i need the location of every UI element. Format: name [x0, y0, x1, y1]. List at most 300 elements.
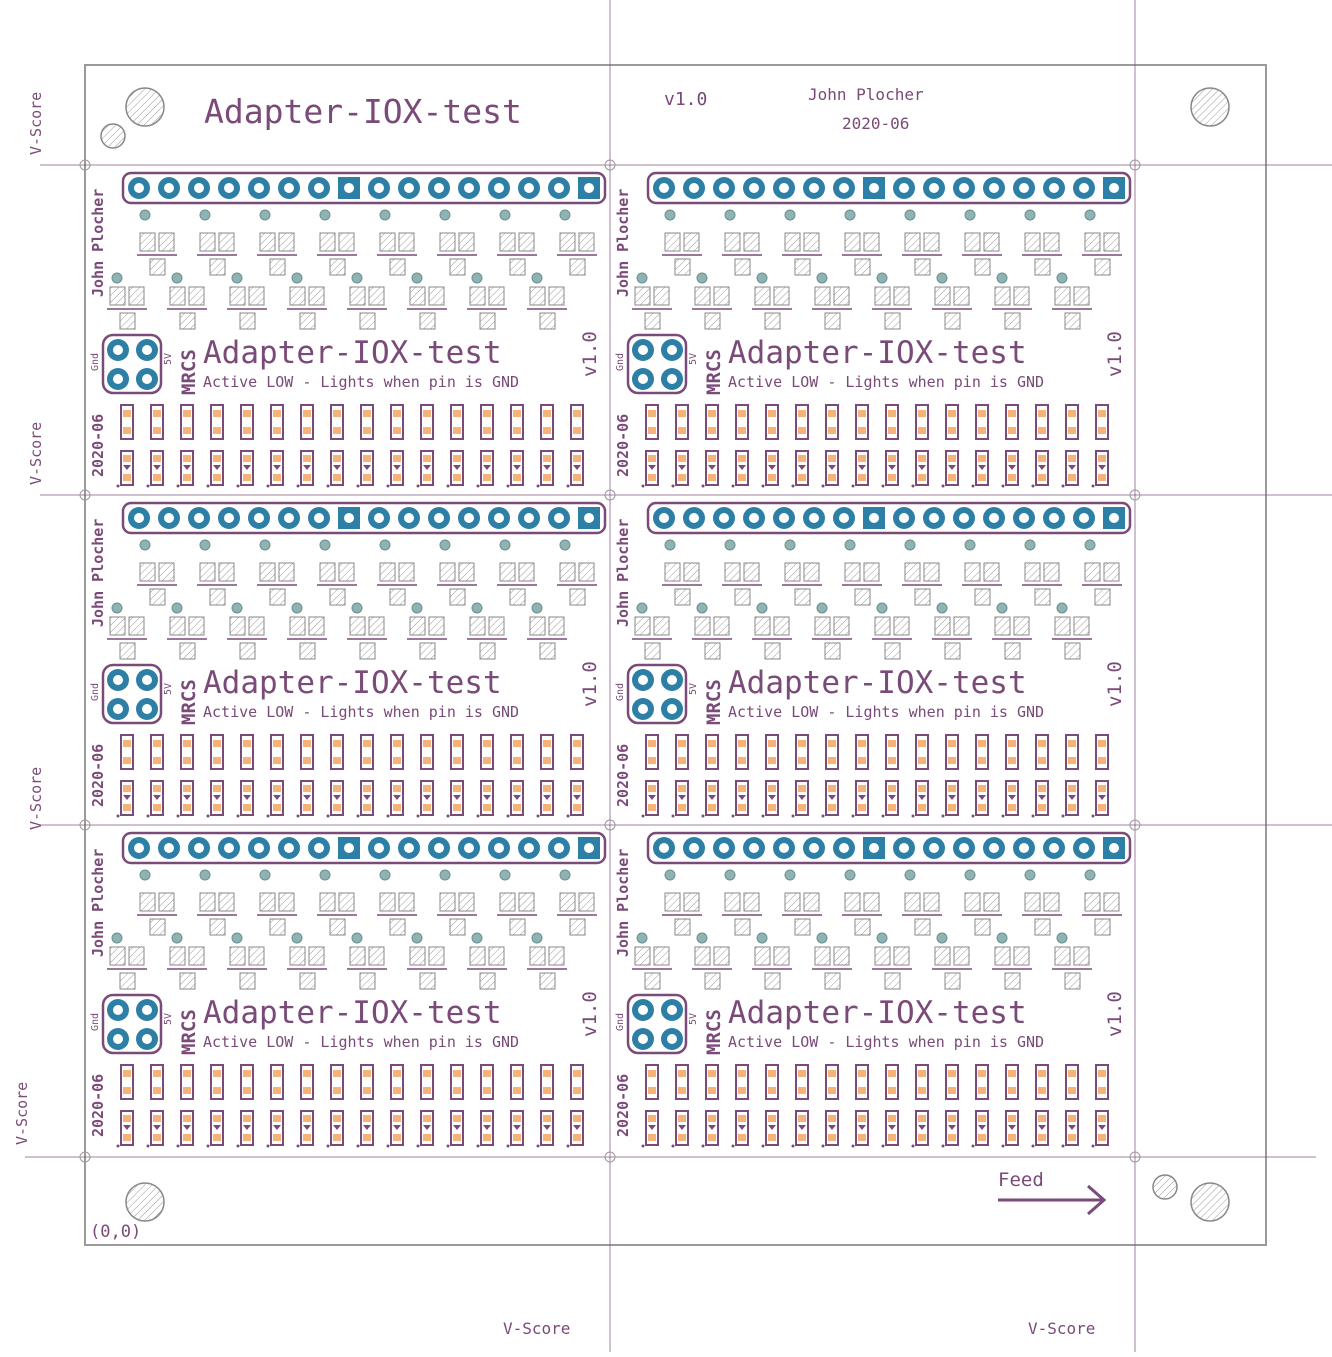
led-polarity-mark	[948, 795, 956, 800]
board-subtitle: Active LOW - Lights when pin is GND	[728, 703, 1045, 721]
smd-land	[815, 287, 830, 305]
header-pin-drill	[284, 843, 294, 853]
power-pin-drill	[113, 1005, 123, 1015]
board-date: 2020-06	[614, 413, 632, 477]
resistor-pad	[483, 740, 491, 747]
led-polarity-mark	[798, 1125, 806, 1130]
resistor-pad	[393, 410, 401, 417]
smd-land	[140, 233, 155, 251]
resistor-pad	[1038, 740, 1046, 747]
led-pad	[1008, 474, 1016, 481]
smd-land	[530, 947, 545, 965]
resistor-pad	[948, 757, 956, 764]
smd-land	[915, 259, 930, 275]
smd-land	[369, 617, 384, 635]
led-pad	[1068, 804, 1076, 811]
led-polarity-mark	[648, 795, 656, 800]
led-polarity-mark	[453, 795, 461, 800]
led-pad	[1068, 1134, 1076, 1141]
smd-land	[360, 973, 375, 989]
smd-land	[399, 893, 414, 911]
pin1-dot	[942, 485, 945, 488]
smd-land	[995, 287, 1010, 305]
tooling-holes	[101, 88, 1229, 1221]
header-pin-drill	[719, 183, 729, 193]
resistor-pad	[153, 740, 161, 747]
led-pad	[513, 1115, 521, 1122]
header-pin-drill	[464, 843, 474, 853]
resistor-pad	[1098, 1070, 1106, 1077]
tooling-hole	[1191, 88, 1229, 126]
smd-land	[300, 973, 315, 989]
header-pin-drill	[224, 513, 234, 523]
smd-land	[320, 893, 335, 911]
via	[1057, 603, 1067, 613]
smd-land	[500, 893, 515, 911]
resistor-pad	[333, 410, 341, 417]
led-pad	[363, 455, 371, 462]
board-r2c2	[605, 490, 1130, 818]
header-pin-drill	[584, 513, 594, 523]
resistor-pad	[423, 757, 431, 764]
led-pad	[858, 474, 866, 481]
smd-land	[1014, 947, 1029, 965]
smd-land	[744, 233, 759, 251]
header-pin-drill	[1019, 843, 1029, 853]
resistor-pad	[918, 410, 926, 417]
smd-land	[684, 563, 699, 581]
via	[440, 870, 450, 880]
pin1-dot	[852, 815, 855, 818]
led-pad	[273, 455, 281, 462]
smd-land	[995, 617, 1010, 635]
smd-land	[825, 313, 840, 329]
led-pad	[708, 1134, 716, 1141]
mrcs-logo: MRCS	[178, 1009, 200, 1055]
resistor-pad	[738, 740, 746, 747]
header-pin-drill	[929, 843, 939, 853]
pin1-dot	[972, 815, 975, 818]
via	[352, 273, 362, 283]
pin1-dot	[357, 1145, 360, 1148]
led-pad	[798, 474, 806, 481]
smd-land	[549, 617, 564, 635]
led-polarity-mark	[393, 465, 401, 470]
smd-land	[390, 259, 405, 275]
pin1-dot	[942, 815, 945, 818]
smd-land	[785, 233, 800, 251]
via	[500, 870, 510, 880]
smd-land	[1104, 233, 1119, 251]
smd-land	[429, 617, 444, 635]
smd-land	[500, 233, 515, 251]
led-pad	[303, 785, 311, 792]
led-polarity-mark	[513, 1125, 521, 1130]
led-polarity-mark	[333, 465, 341, 470]
led-polarity-mark	[1038, 465, 1046, 470]
led-pad	[708, 1115, 716, 1122]
pin1-dot	[537, 485, 540, 488]
smd-land	[420, 643, 435, 659]
smd-land	[440, 893, 455, 911]
resistor-pad	[648, 740, 656, 747]
led-pad	[858, 1115, 866, 1122]
header-pin-drill	[194, 183, 204, 193]
board-subtitle: Active LOW - Lights when pin is GND	[203, 373, 520, 391]
smd-land	[885, 973, 900, 989]
smd-land	[120, 973, 135, 989]
via	[260, 870, 270, 880]
via	[320, 540, 330, 550]
via	[937, 933, 947, 943]
smd-land	[339, 893, 354, 911]
header-pin-drill	[134, 513, 144, 523]
smd-land	[924, 563, 939, 581]
led-pad	[183, 455, 191, 462]
via	[637, 273, 647, 283]
smd-land	[489, 617, 504, 635]
smd-land	[855, 589, 870, 605]
resistor-pad	[828, 1087, 836, 1094]
led-pad	[453, 455, 461, 462]
led-pad	[453, 804, 461, 811]
via	[260, 210, 270, 220]
smd-land	[570, 589, 585, 605]
led-pad	[1098, 1134, 1106, 1141]
smd-land	[210, 589, 225, 605]
smd-land	[695, 287, 710, 305]
header-pin-drill	[344, 843, 354, 853]
led-pad	[918, 1115, 926, 1122]
resistor-pad	[543, 410, 551, 417]
board-title: Adapter-IOX-test	[728, 665, 1027, 701]
pin1-dot	[642, 485, 645, 488]
pin1-dot	[1092, 485, 1095, 488]
board-version: v1.0	[1104, 661, 1126, 707]
pin1-dot	[417, 1145, 420, 1148]
board-date: 2020-06	[614, 1073, 632, 1137]
header-pin-drill	[749, 843, 759, 853]
header-pin-drill	[869, 513, 879, 523]
pin1-dot	[117, 485, 120, 488]
led-pad	[393, 1134, 401, 1141]
resistor-pad	[273, 410, 281, 417]
led-polarity-mark	[978, 465, 986, 470]
resistor-pad	[513, 1087, 521, 1094]
led-polarity-mark	[708, 1125, 716, 1130]
smd-land	[279, 893, 294, 911]
led-pad	[513, 1134, 521, 1141]
smd-land	[665, 563, 680, 581]
via	[320, 210, 330, 220]
smd-land	[834, 287, 849, 305]
resistor-pad	[243, 740, 251, 747]
header-pin-drill	[464, 183, 474, 193]
resistor-pad	[1008, 757, 1016, 764]
via	[785, 870, 795, 880]
smd-land	[665, 233, 680, 251]
led-pad	[423, 1134, 431, 1141]
resistor-pad	[153, 757, 161, 764]
header-pin-drill	[779, 843, 789, 853]
header-pin-drill	[254, 183, 264, 193]
led-pad	[1038, 1134, 1046, 1141]
pin1-dot	[882, 815, 885, 818]
smd-land	[189, 287, 204, 305]
gnd-label: Gnd	[615, 682, 626, 701]
resistor-pad	[123, 1087, 131, 1094]
smd-land	[510, 589, 525, 605]
power-pin-drill	[113, 345, 123, 355]
smd-land	[705, 643, 720, 659]
smd-land	[875, 947, 890, 965]
led-pad	[768, 474, 776, 481]
led-pad	[948, 1134, 956, 1141]
smd-land	[1104, 893, 1119, 911]
pin1-dot	[702, 1145, 705, 1148]
via	[412, 933, 422, 943]
led-pad	[768, 1115, 776, 1122]
led-polarity-mark	[543, 795, 551, 800]
led-pad	[978, 455, 986, 462]
led-pad	[153, 1115, 161, 1122]
led-polarity-mark	[1038, 1125, 1046, 1130]
resistor-pad	[423, 740, 431, 747]
led-pad	[738, 474, 746, 481]
header-pin-drill	[404, 843, 414, 853]
smd-land	[519, 233, 534, 251]
panel-title: Adapter-IOX-test	[204, 92, 522, 131]
pin1-dot	[117, 1145, 120, 1148]
led-pad	[948, 455, 956, 462]
board-date: 2020-06	[89, 743, 107, 807]
mrcs-logo: MRCS	[178, 679, 200, 725]
resistor-pad	[858, 740, 866, 747]
power-pin-drill	[142, 345, 152, 355]
resistor-pad	[363, 410, 371, 417]
led-pad	[858, 785, 866, 792]
power-pin-drill	[142, 704, 152, 714]
smd-land	[774, 947, 789, 965]
header-pin-drill	[779, 513, 789, 523]
led-pad	[483, 785, 491, 792]
via	[472, 933, 482, 943]
resistor-pad	[1008, 1070, 1016, 1077]
via	[380, 540, 390, 550]
via	[140, 540, 150, 550]
via	[412, 273, 422, 283]
smd-land	[1074, 617, 1089, 635]
resistor-pad	[213, 1087, 221, 1094]
resistor-pad	[978, 410, 986, 417]
via	[697, 933, 707, 943]
pin1-dot	[702, 815, 705, 818]
pin1-dot	[1032, 815, 1035, 818]
smd-land	[885, 643, 900, 659]
smd-land	[339, 563, 354, 581]
smd-land	[210, 259, 225, 275]
via	[665, 870, 675, 880]
resistor-pad	[858, 410, 866, 417]
smd-land	[875, 287, 890, 305]
resistor-pad	[573, 757, 581, 764]
smd-land	[1025, 563, 1040, 581]
smd-land	[230, 617, 245, 635]
smd-land	[330, 589, 345, 605]
power-pin-drill	[142, 374, 152, 384]
smd-land	[489, 287, 504, 305]
header-pin-drill	[899, 843, 909, 853]
via	[532, 603, 542, 613]
led-pad	[828, 1134, 836, 1141]
smd-land	[705, 973, 720, 989]
led-polarity-mark	[858, 1125, 866, 1130]
pin1-dot	[327, 1145, 330, 1148]
led-pad	[273, 1115, 281, 1122]
resistor-pad	[1068, 757, 1076, 764]
header-pin-drill	[809, 843, 819, 853]
pin1-dot	[507, 485, 510, 488]
fiducial	[101, 124, 125, 148]
pin1-dot	[477, 485, 480, 488]
via	[1057, 933, 1067, 943]
power-pin-drill	[667, 374, 677, 384]
smd-land	[645, 313, 660, 329]
led-polarity-mark	[918, 1125, 926, 1130]
pin1-dot	[237, 485, 240, 488]
resistor-pad	[423, 1087, 431, 1094]
smd-land	[219, 893, 234, 911]
smd-land	[1014, 287, 1029, 305]
header-pin-drill	[989, 843, 999, 853]
led-pad	[978, 785, 986, 792]
led-pad	[858, 455, 866, 462]
pin1-dot	[297, 815, 300, 818]
smd-land	[675, 259, 690, 275]
led-polarity-mark	[828, 465, 836, 470]
led-pad	[888, 1115, 896, 1122]
smd-land	[695, 617, 710, 635]
led-pad	[678, 1134, 686, 1141]
pin1-dot	[852, 1145, 855, 1148]
resistor-pad	[918, 757, 926, 764]
resistor-pad	[978, 1087, 986, 1094]
pin1-dot	[1002, 815, 1005, 818]
led-pad	[573, 1115, 581, 1122]
resistor-pad	[978, 1070, 986, 1077]
smd-land	[635, 617, 650, 635]
led-pad	[1008, 785, 1016, 792]
led-pad	[1098, 785, 1106, 792]
smd-land	[110, 287, 125, 305]
led-polarity-mark	[213, 465, 221, 470]
led-pad	[333, 1134, 341, 1141]
led-pad	[678, 1115, 686, 1122]
header-pin-drill	[659, 843, 669, 853]
via	[817, 273, 827, 283]
vcc-label: 5V	[163, 1012, 174, 1025]
led-pad	[918, 474, 926, 481]
resistor-pad	[648, 1070, 656, 1077]
pin1-dot	[1092, 1145, 1095, 1148]
header-pin-drill	[494, 513, 504, 523]
pin1-dot	[567, 815, 570, 818]
header-pin-drill	[374, 513, 384, 523]
smd-land	[864, 563, 879, 581]
header-pin-drill	[524, 183, 534, 193]
led-pad	[393, 455, 401, 462]
resistor-pad	[303, 1070, 311, 1077]
resistor-pad	[213, 1070, 221, 1077]
via	[352, 933, 362, 943]
led-polarity-mark	[453, 465, 461, 470]
smd-land	[249, 287, 264, 305]
led-pad	[243, 785, 251, 792]
led-pad	[513, 785, 521, 792]
smd-land	[150, 919, 165, 935]
smd-land	[570, 919, 585, 935]
via	[965, 540, 975, 550]
resistor-pad	[273, 757, 281, 764]
led-polarity-mark	[888, 795, 896, 800]
via	[997, 273, 1007, 283]
pin1-dot	[942, 1145, 945, 1148]
smd-land	[399, 233, 414, 251]
smd-land	[470, 947, 485, 965]
pin1-dot	[117, 815, 120, 818]
led-polarity-mark	[1068, 795, 1076, 800]
resistor-pad	[123, 757, 131, 764]
smd-land	[1074, 947, 1089, 965]
vscore-label-left-2: V-Score	[27, 421, 45, 485]
smd-land	[905, 233, 920, 251]
pin1-dot	[732, 815, 735, 818]
resistor-pad	[708, 1087, 716, 1094]
via	[112, 273, 122, 283]
smd-land	[855, 259, 870, 275]
power-pin-drill	[667, 1005, 677, 1015]
led-pad	[1008, 1134, 1016, 1141]
board-version: v1.0	[1104, 991, 1126, 1037]
smd-land	[170, 617, 185, 635]
board-version: v1.0	[579, 331, 601, 377]
resistor-pad	[303, 410, 311, 417]
header-pin-drill	[1049, 513, 1059, 523]
header-pin-drill	[779, 183, 789, 193]
smd-land	[1085, 893, 1100, 911]
led-polarity-mark	[183, 795, 191, 800]
pin1-dot	[672, 815, 675, 818]
smd-land	[309, 617, 324, 635]
via	[965, 870, 975, 880]
board-subtitle: Active LOW - Lights when pin is GND	[728, 373, 1045, 391]
led-pad	[513, 804, 521, 811]
gnd-label: Gnd	[90, 682, 101, 701]
via	[232, 603, 242, 613]
smd-land	[1055, 617, 1070, 635]
via	[112, 933, 122, 943]
resistor-pad	[1098, 1087, 1106, 1094]
smd-land	[390, 589, 405, 605]
smd-land	[975, 589, 990, 605]
led-pad	[393, 474, 401, 481]
board-author: John Plocher	[89, 188, 107, 297]
via	[997, 603, 1007, 613]
resistor-pad	[1098, 427, 1106, 434]
pin1-dot	[177, 1145, 180, 1148]
led-pad	[648, 1115, 656, 1122]
header-pin-drill	[839, 843, 849, 853]
